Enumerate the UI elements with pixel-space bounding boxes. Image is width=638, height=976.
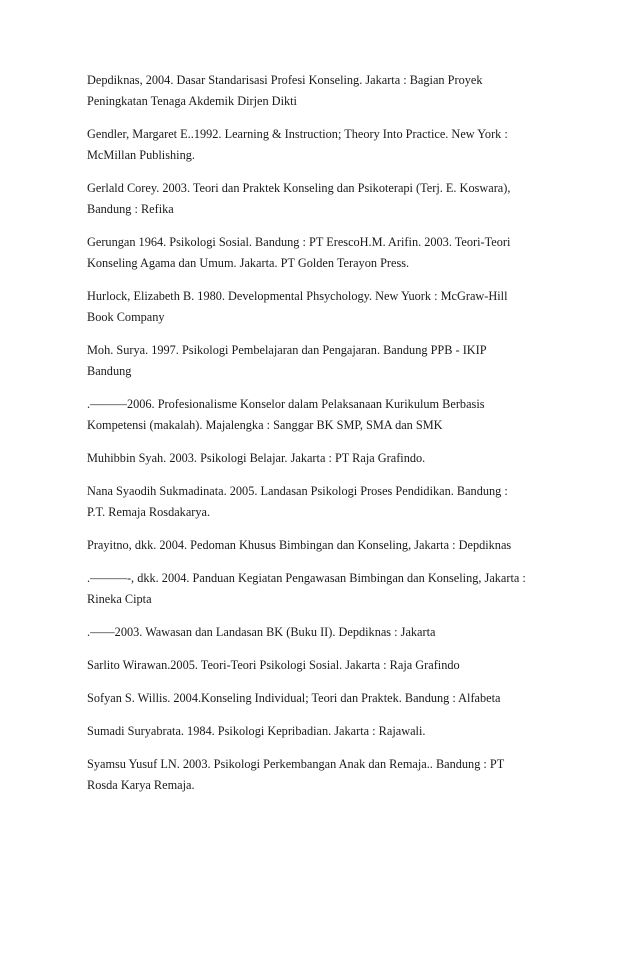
reference-line: Syamsu Yusuf LN. 2003. Psikologi Perkembangan Anak dan Remaja.. Bandung : PT (87, 757, 505, 771)
reference-line: McMillan Publishing. (87, 148, 195, 162)
reference-entry (87, 232, 557, 274)
reference-line: Moh. Surya. 1997. Psikologi Pembelajaran dan Pengajaran. Bandung PPB - IKIP (87, 343, 487, 357)
reference-line: Gerungan 1964. Psikologi Sosial. Bandung : PT ErescoH.M. Arifin. 2003. Teori-Teori (87, 235, 511, 249)
reference-entry (87, 178, 557, 220)
reference-entry (87, 622, 557, 643)
reference-entry (87, 394, 557, 436)
reference-entry (87, 448, 557, 469)
reference-entry (87, 124, 557, 166)
reference-line: Prayitno, dkk. 2004. Pedoman Khusus Bimbingan dan Konseling, Jakarta : Depdiknas (87, 538, 512, 552)
reference-line: Depdiknas, 2004. Dasar Standarisasi Profesi Konseling. Jakarta : Bagian Proyek (87, 73, 483, 87)
reference-line: Peningkatan Tenaga Akdemik Dirjen Dikti (87, 94, 297, 108)
reference-entry (87, 655, 557, 676)
reference-line: Gerlald Corey. 2003. Teori dan Praktek Konseling dan Psikoterapi (Terj. E. Koswara), (87, 181, 511, 195)
reference-line: Sofyan S. Willis. 2004.Konseling Individual; Teori dan Praktek. Bandung : Alfabeta (87, 691, 501, 705)
reference-line: Book Company (87, 310, 165, 324)
reference-line: Konseling Agama dan Umum. Jakarta. PT Golden Terayon Press. (87, 256, 410, 270)
reference-line: Sumadi Suryabrata. 1984. Psikologi Kepribadian. Jakarta : Rajawali. (87, 724, 426, 738)
reference-list (87, 70, 557, 808)
reference-line: .———2006. Profesionalisme Konselor dalam Pelaksanaan Kurikulum Berbasis (87, 397, 485, 411)
reference-line: Kompetensi (makalah). Majalengka : Sanggar BK SMP, SMA dan SMK (87, 418, 443, 432)
reference-line: .———-, dkk. 2004. Panduan Kegiatan Pengawasan Bimbingan dan Konseling, Jakarta : (87, 571, 526, 585)
reference-line: .——2003. Wawasan dan Landasan BK (Buku II). Depdiknas : Jakarta (87, 625, 436, 639)
reference-line: Bandung (87, 364, 132, 378)
reference-entry (87, 481, 557, 523)
reference-entry (87, 688, 557, 709)
reference-entry (87, 721, 557, 742)
reference-line: P.T. Remaja Rosdakarya. (87, 505, 211, 519)
reference-line: Hurlock, Elizabeth B. 1980. Developmental Phsychology. New Yuork : McGraw-Hill (87, 289, 508, 303)
reference-entry (87, 340, 557, 382)
reference-line: Gendler, Margaret E..1992. Learning & Instruction; Theory Into Practice. New York : (87, 127, 508, 141)
reference-entry (87, 568, 557, 610)
reference-line: Rineka Cipta (87, 592, 152, 606)
reference-entry (87, 754, 557, 796)
reference-entry (87, 70, 557, 112)
reference-line: Rosda Karya Remaja. (87, 778, 195, 792)
reference-line: Bandung : Refika (87, 202, 174, 216)
reference-line: Sarlito Wirawan.2005. Teori-Teori Psikologi Sosial. Jakarta : Raja Grafindo (87, 658, 460, 672)
reference-entry (87, 286, 557, 328)
reference-entry (87, 535, 557, 556)
reference-line: Nana Syaodih Sukmadinata. 2005. Landasan Psikologi Proses Pendidikan. Bandung : (87, 484, 508, 498)
reference-line: Muhibbin Syah. 2003. Psikologi Belajar. Jakarta : PT Raja Grafindo. (87, 451, 426, 465)
